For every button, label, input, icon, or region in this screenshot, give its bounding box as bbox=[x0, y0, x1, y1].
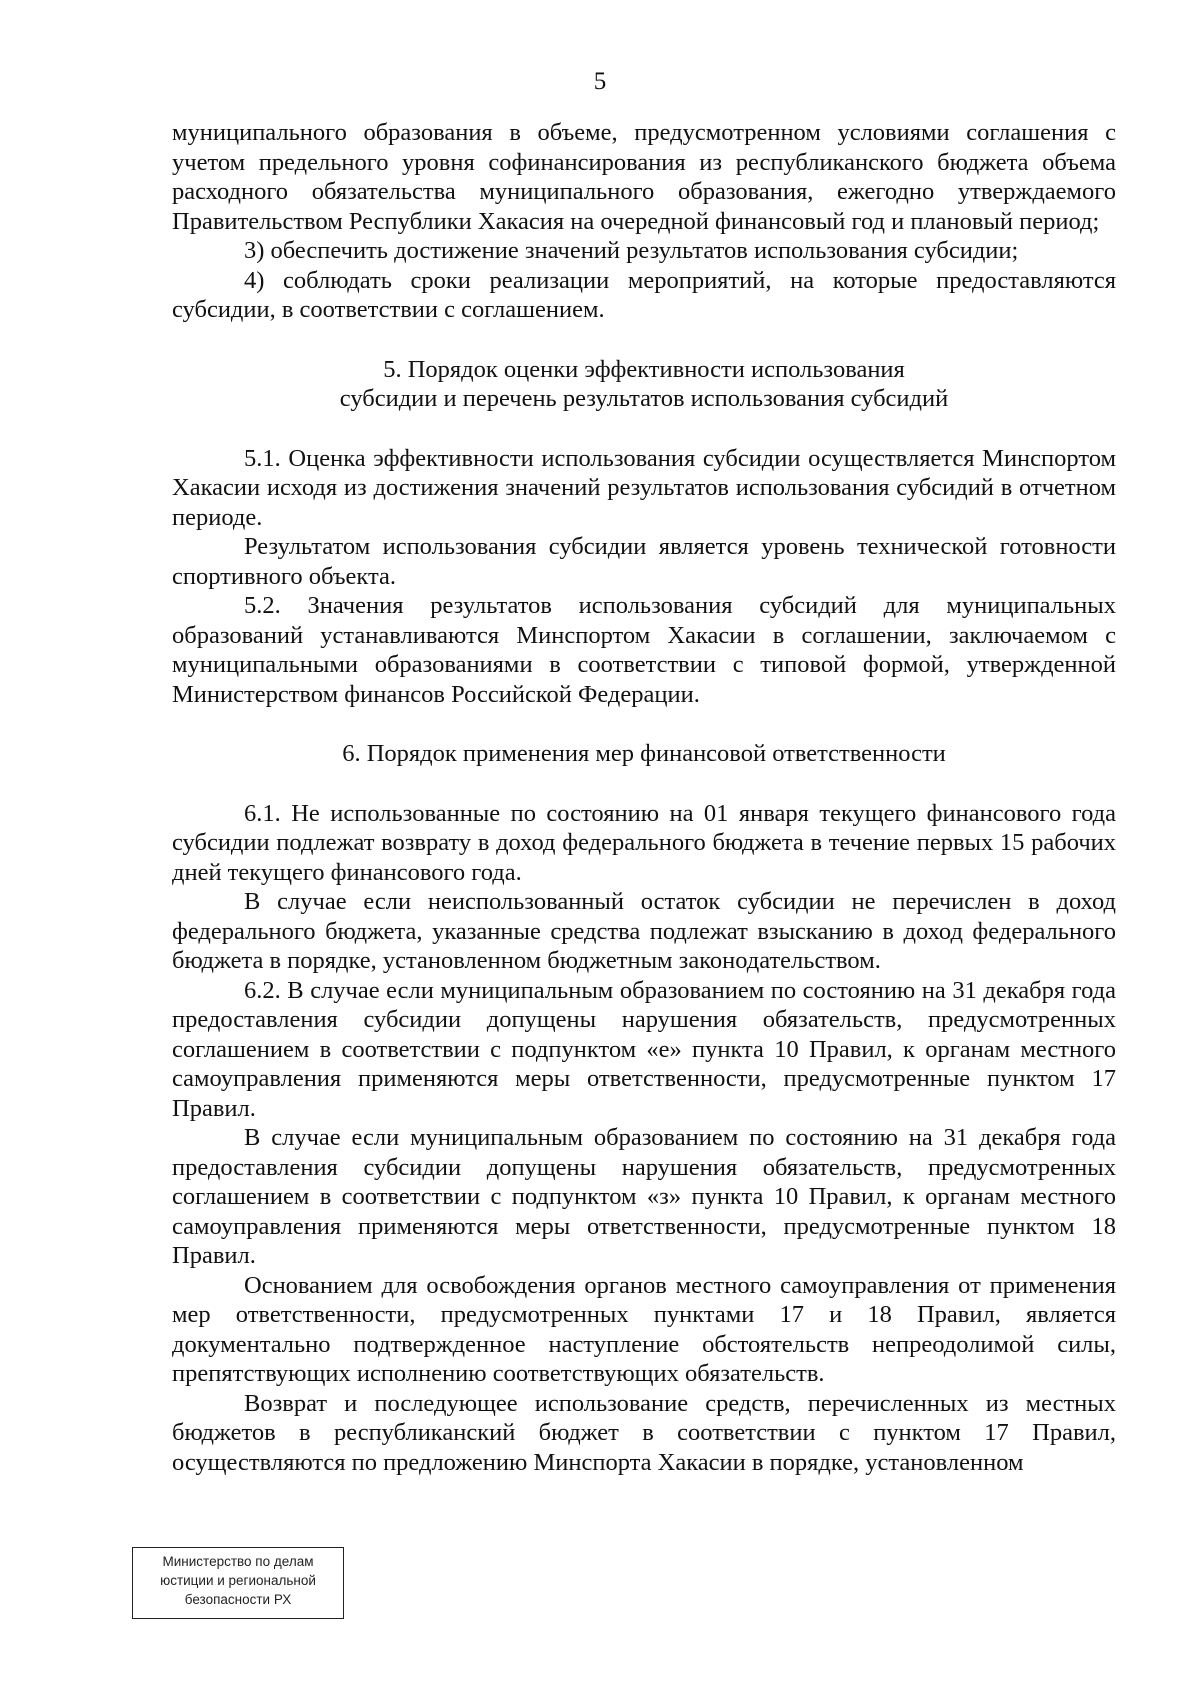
section-6-heading: 6. Порядок применения мер финансовой ответственности bbox=[342, 740, 946, 767]
stamp-line1: Министерство по делам bbox=[162, 1554, 314, 1569]
paragraph-item-3: 3) обеспечить достижение значений результатов использования субсидии; bbox=[244, 237, 1019, 264]
paragraph-6-2: 6.2. В случае если муниципальным образованием по состоянию на 31 декабря года предоставления субсидии допущены нарушения обязательств, предусмотренных соглашением в соответствии с подпунктом «е» пункта 10 Правил, к органам местного самоуправления применяются меры ответственности, предусмотренные пунктом 17 Правил. bbox=[172, 976, 1116, 1122]
section-5-heading bbox=[172, 355, 1116, 414]
section-5-heading-line1: 5. Порядок оценки эффективности использования bbox=[383, 355, 905, 383]
paragraph-6-1-remainder: В случае если неиспользованный остаток субсидии не перечислен в доход федерального бюджета, указанные средства подлежат взысканию в доход федерального бюджета в порядке, установленном бюджетным законодательством. bbox=[172, 888, 1116, 974]
paragraph-5-1-result: Результатом использования субсидии является уровень технической готовности спортивного объекта. bbox=[172, 533, 1116, 590]
paragraph-intro-continuation: муниципального образования в объеме, предусмотренном условиями соглашения с учетом предельного уровня софинансирования из республиканского бюджета объема расходного обязательства муниципального образования, ежегодно утверждаемого Правительством Республики Хакасия на очередной финансовый год и плановый период; bbox=[172, 119, 1116, 235]
page-number: 5 bbox=[593, 68, 607, 95]
paragraph-5-1: 5.1. Оценка эффективности использования субсидии осуществляется Минспортом Хакасии исходя из достижения значений результатов использования субсидий в отчетном периоде. bbox=[172, 444, 1116, 531]
paragraph-5-2: 5.2. Значения результатов использования субсидий для муниципальных образований устанавливаются Минспортом Хакасии в соглашении, заключаемом с муниципальными образованиями в соответствии с типовой формой, утвержденной Министерством финансов Российской Федерации. bbox=[172, 592, 1116, 708]
document-body bbox=[172, 118, 1116, 1477]
section-5-heading-line2: субсидии и перечень результатов использования субсидий bbox=[339, 385, 949, 412]
paragraph-6-2-return: Возврат и последующее использование средств, перечисленных из местных бюджетов в республиканский бюджет в соответствии с пунктом 17 Правил, осуществляются по предложению Минспорта Хакасии в порядке, установленном bbox=[172, 1389, 1116, 1476]
stamp-line2: юстиции и региональной bbox=[160, 1573, 316, 1588]
paragraph-6-2-z: В случае если муниципальным образованием по состоянию на 31 декабря года предоставления субсидии допущены нарушения обязательств, предусмотренных соглашением в соответствии с подпунктом «з» пункта 10 Правил, к органам местного самоуправления применяются меры ответственности, предусмотренные пунктом 18 Правил. bbox=[172, 1124, 1116, 1269]
stamp-line3: безопасности РХ bbox=[184, 1592, 292, 1607]
paragraph-6-1: 6.1. Не использованные по состоянию на 01 января текущего финансового года субсидии подлежат возврату в доход федерального бюджета в течение первых 15 рабочих дней текущего финансового года. bbox=[172, 799, 1116, 886]
ministry-stamp bbox=[132, 1547, 344, 1619]
paragraph-6-2-exemption: Основанием для освобождения органов местного самоуправления от применения мер ответственности, предусмотренных пунктами 17 и 18 Правил, является документально подтвержденное наступление обстоятельств непреодолимой силы, препятствующих исполнению соответствующих обязательств. bbox=[172, 1271, 1116, 1387]
paragraph-item-4: 4) соблюдать сроки реализации мероприятий, на которые предоставляются субсидии, в соответствии с соглашением. bbox=[172, 266, 1116, 323]
